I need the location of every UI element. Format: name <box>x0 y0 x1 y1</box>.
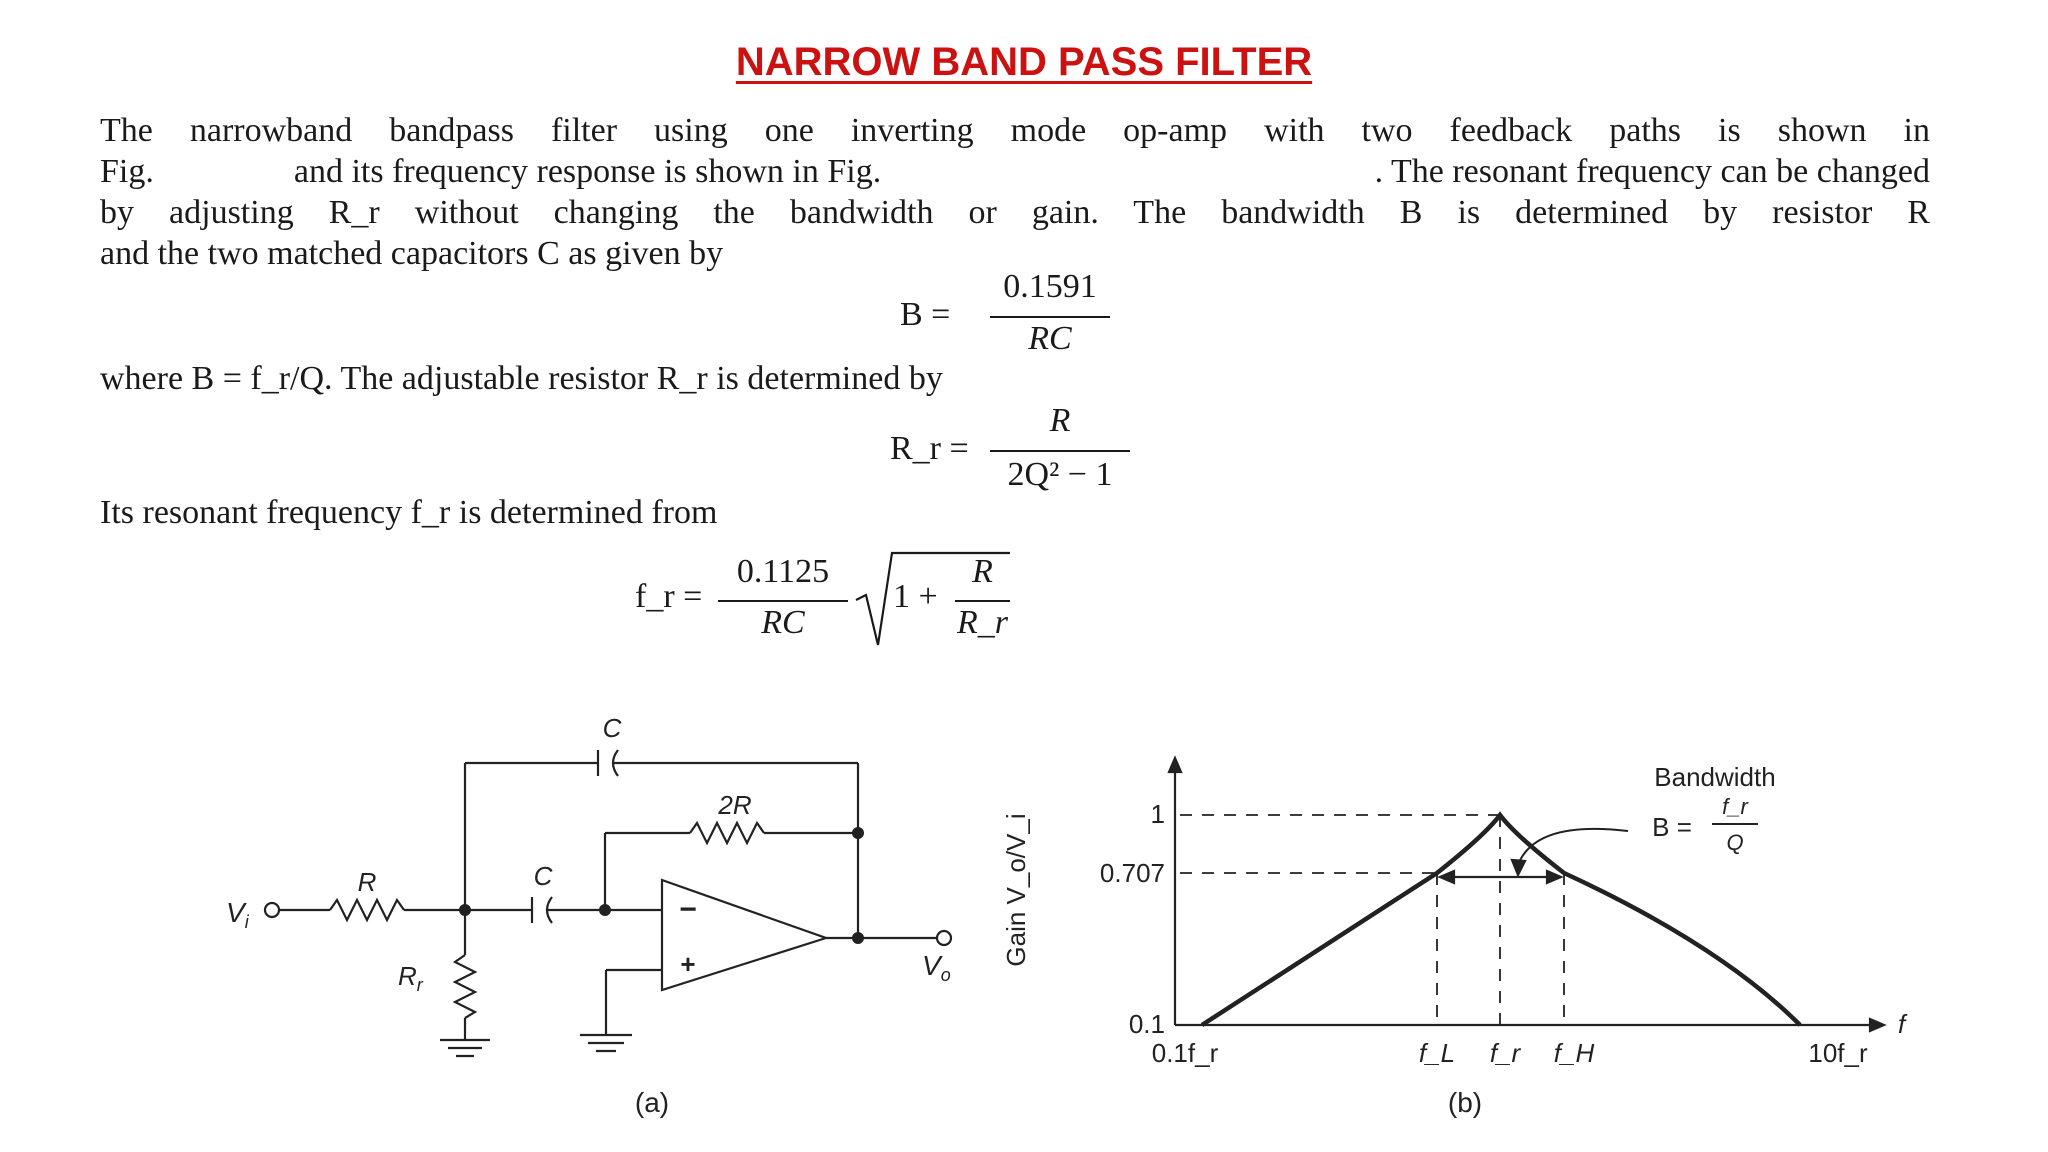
where-line: where B = f_r/Q. The adjustable resistor R_r is determined by <box>100 360 943 397</box>
eq3-root-num: R <box>972 553 993 590</box>
response-curve <box>1202 815 1800 1025</box>
y-axis-arrow <box>1169 758 1181 772</box>
xtick-01fr: 0.1f_r <box>1151 1038 1219 1068</box>
eq1-den: RC <box>1028 320 1072 357</box>
page-title: NARROW BAND PASS FILTER <box>735 40 1313 84</box>
xtick-10fr: 10f_r <box>1808 1038 1868 1068</box>
para-line-3: by adjusting R_r without changing the bandwidth or gain. The bandwidth B is determined by resistor R <box>100 194 1930 231</box>
eq3-lhs: f_r = <box>635 578 703 615</box>
eq3-num: 0.1125 <box>736 553 830 590</box>
its-line: Its resonant frequency f_r is determined from <box>100 494 718 531</box>
x-axis-label: f <box>1898 1009 1906 1039</box>
ytick-0707: 0.707 <box>1099 858 1165 888</box>
label-vi: $V_i$ <box>226 897 249 932</box>
eq2-lhs: R_r = <box>890 430 969 467</box>
para-line-4: and the two matched capacitors C as given by <box>100 235 724 272</box>
label-2r: 2R <box>718 790 752 820</box>
label-vo: $V_o$ <box>922 950 951 985</box>
bandwidth-den: Q <box>1726 830 1744 855</box>
caption-b: (b) <box>1447 1087 1483 1118</box>
para-line-2c: . The resonant frequency can be changed <box>1374 153 1930 190</box>
eq3-root-one: 1 + <box>893 578 938 615</box>
bandwidth-eq: B = <box>1652 812 1692 842</box>
eq3-root-den: R_r <box>957 604 1008 641</box>
label-c-mid: C <box>533 861 553 891</box>
caption-a: (a) <box>634 1087 670 1118</box>
para-line-1: The narrowband bandpass filter using one inverting mode op-amp with two feedback paths is shown in <box>100 112 1930 149</box>
guide-lines <box>1180 815 1564 1025</box>
label-minus: − <box>679 893 697 926</box>
xtick-fh: f_H <box>1553 1038 1595 1068</box>
label-rr: $R_r$ <box>398 961 423 995</box>
eq2-num: R <box>1049 402 1071 439</box>
xtick-fl: f_L <box>1418 1038 1456 1068</box>
bandwidth-title: Bandwidth <box>1654 762 1776 792</box>
y-axis-label: Gain V_o/V_i <box>1001 813 1031 967</box>
x-axis-arrow <box>1870 1019 1884 1031</box>
eq1-lhs: B = <box>900 296 951 333</box>
bandwidth-num: f_r <box>1722 794 1748 819</box>
xtick-fr: f_r <box>1489 1038 1521 1068</box>
eq2-den: 2Q² − 1 <box>1007 456 1113 493</box>
label-plus: + <box>680 949 696 979</box>
label-c-top: C <box>602 713 622 743</box>
para-line-2b: and its frequency response is shown in Fig. <box>293 153 882 190</box>
para-line-2a: Fig. <box>100 153 154 190</box>
label-r-in: R <box>357 867 377 897</box>
eq1-num: 0.1591 <box>1003 268 1097 305</box>
ytick-1: 1 <box>1150 799 1165 829</box>
eq3-den: RC <box>761 604 805 641</box>
ytick-01: 0.1 <box>1128 1009 1165 1039</box>
